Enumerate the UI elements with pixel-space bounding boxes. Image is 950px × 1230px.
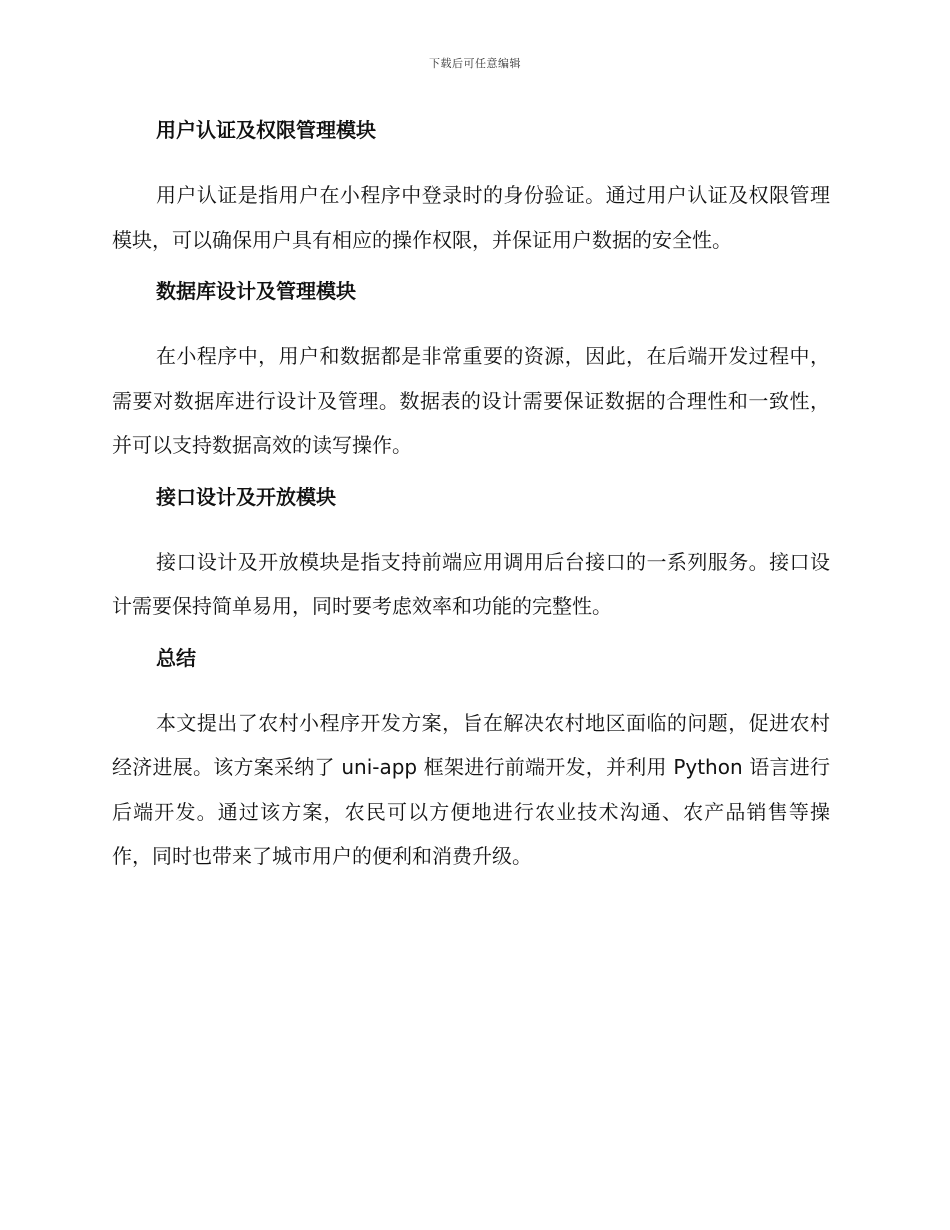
section-heading-summary: 总结: [156, 645, 196, 670]
section-paragraph-summary: 本文提出了农村小程序开发方案，旨在解决农村地区面临的问题，促进农村经济进展。该方案采纳了 uni-app 框架进行前端开发，并利用 Python 语言进行后端开发。通过该方案，农民可以方便地进行农业技术沟通、农产品销售等操作，同时也带来了城市用户的便利和消费升级。: [112, 710, 830, 868]
section-heading-database: 数据库设计及管理模块: [156, 279, 356, 303]
section-paragraph-user-auth: 用户认证是指用户在小程序中登录时的身份验证。通过用户认证及权限管理模块，可以确保用户具有相应的操作权限，并保证用户数据的安全性。: [112, 183, 830, 252]
header-note: 下载后可任意编辑: [429, 57, 521, 70]
section-heading-user-auth: 用户认证及权限管理模块: [156, 118, 376, 142]
section-heading-interface: 接口设计及开放模块: [156, 484, 336, 509]
section-paragraph-database: 在小程序中，用户和数据都是非常重要的资源，因此，在后端开发过程中，需要对数据库进行设计及管理。数据表的设计需要保证数据的合理性和一致性，并可以支持数据高效的读写操作。: [112, 344, 830, 457]
section-paragraph-interface: 接口设计及开放模块是指支持前端应用调用后台接口的一系列服务。接口设计需要保持简单易用，同时要考虑效率和功能的完整性。: [112, 549, 830, 618]
document-body: [112, 115, 830, 893]
